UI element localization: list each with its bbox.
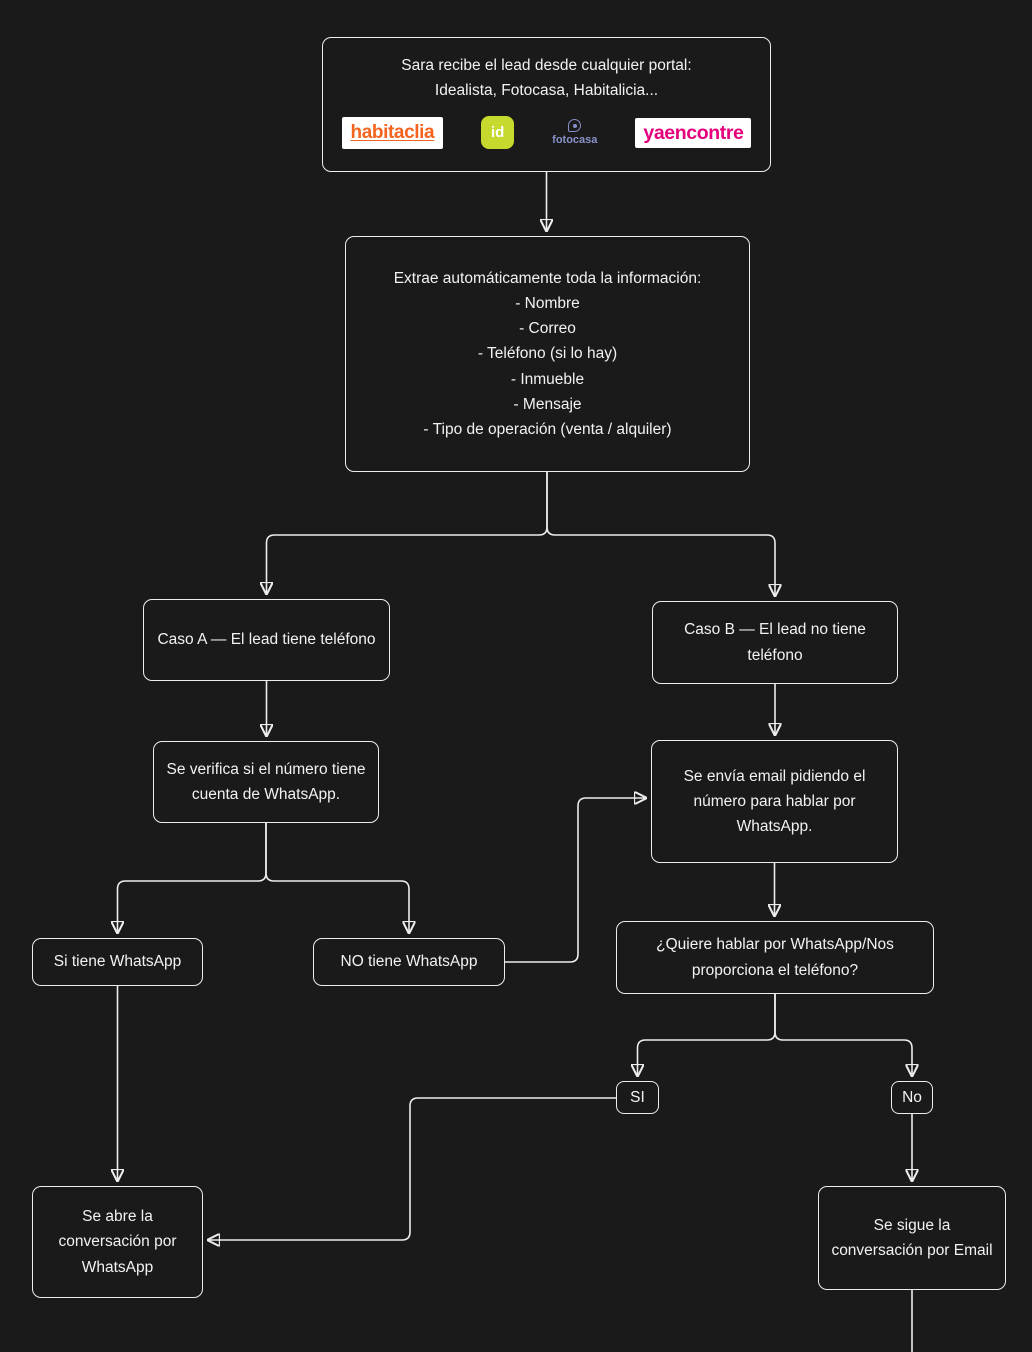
extract-item-inmueble: - Inmueble (510, 370, 585, 388)
habitaclia-logo: habitaclia (342, 117, 444, 149)
connector-pregunta-si (638, 994, 776, 1075)
connector-verifica-no-tiene (266, 823, 409, 932)
node-decision-no: No (891, 1081, 933, 1114)
extract-item-mensaje: - Mensaje (513, 395, 582, 413)
node-extract-info (345, 236, 750, 472)
yaencontre-logo: yaencontre (635, 118, 751, 148)
node-portal-source (322, 37, 771, 172)
node-sigue-conversacion-email: Se sigue la conversación por Email (818, 1186, 1006, 1290)
node-abre-conversacion-whatsapp: Se abre la conversación por WhatsApp (32, 1186, 203, 1298)
extract-item-operacion: - Tipo de operación (venta / alquiler) (423, 420, 672, 438)
connector-pregunta-no (775, 994, 912, 1075)
connector-verifica-si-tiene (118, 823, 267, 932)
extract-item-correo: - Correo (519, 320, 576, 338)
node-caso-b: Caso B — El lead no tiene teléfono (652, 601, 898, 684)
portal-text-line1: Sara recibe el lead desde cualquier portal: (401, 57, 692, 74)
connector-extract-caso-a (267, 472, 548, 593)
node-si-tiene-whatsapp: Si tiene WhatsApp (32, 938, 203, 986)
extract-title: Extrae automáticamente toda la información: (393, 270, 702, 288)
connector-si-abre (209, 1098, 616, 1240)
fotocasa-logo (552, 119, 597, 146)
fotocasa-pin-icon (568, 119, 581, 132)
node-decision-si: SI (616, 1081, 659, 1114)
fotocasa-logo-text: fotocasa (552, 134, 598, 147)
portal-logos-row (333, 116, 760, 149)
node-no-tiene-whatsapp: NO tiene WhatsApp (313, 938, 505, 986)
node-pregunta-whatsapp: ¿Quiere hablar por WhatsApp/Nos proporciona el teléfono? (616, 921, 934, 994)
node-verifica-whatsapp: Se verifica si el número tiene cuenta de WhatsApp. (153, 741, 379, 823)
connector-extract-caso-b (547, 472, 775, 595)
node-envia-email: Se envía email pidiendo el número para hablar por WhatsApp. (651, 740, 898, 863)
extract-item-telefono: - Teléfono (si lo hay) (477, 345, 618, 363)
portal-text-line2: Idealista, Fotocasa, Habitalicia... (434, 82, 659, 100)
extract-item-nombre: - Nombre (515, 295, 580, 313)
idealista-logo-glyph: id (491, 124, 505, 142)
node-caso-a: Caso A — El lead tiene teléfono (143, 599, 390, 681)
idealista-logo (481, 116, 514, 149)
